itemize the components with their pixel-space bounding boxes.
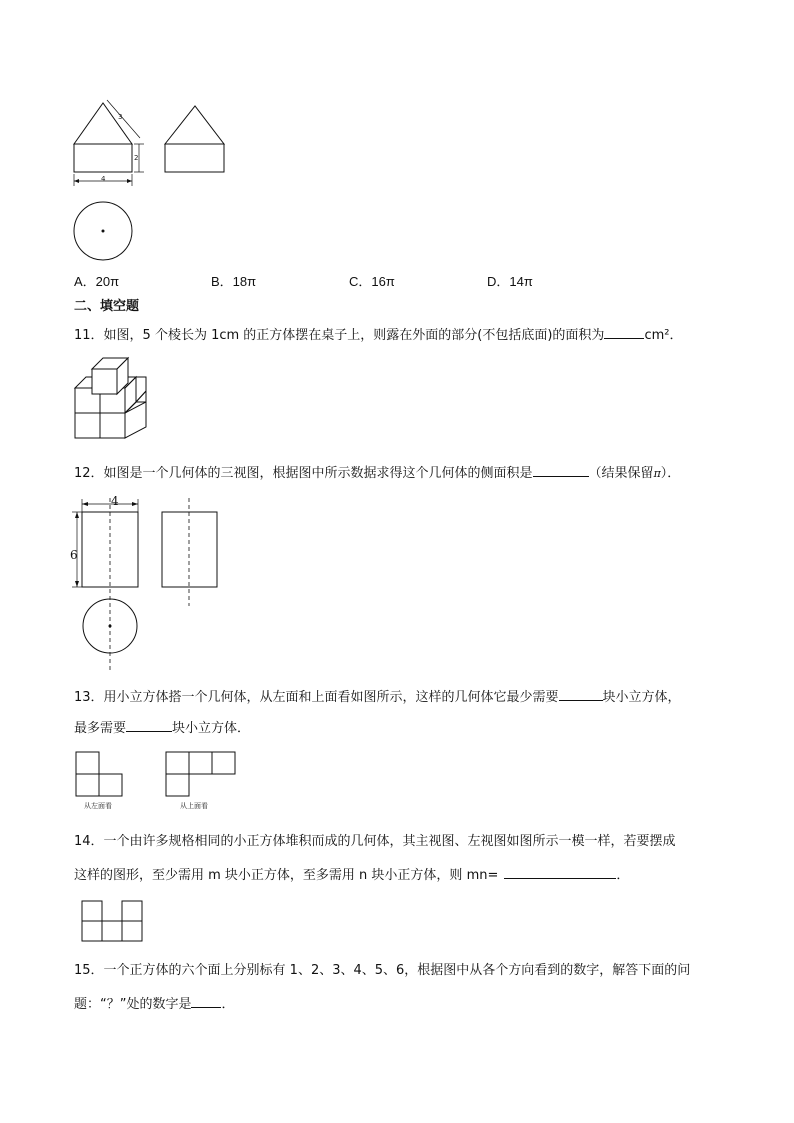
q12-stem: 12．如图是一个几何体的三视图，根据图中所示数据求得这个几何体的侧面积是 — [74, 466, 533, 481]
q12-height-label: 6 — [70, 548, 78, 562]
q14-answer-blank[interactable] — [504, 864, 616, 879]
q13-unit-2: 块小立方体． — [172, 721, 251, 736]
q10-height-label: 2 — [134, 154, 139, 162]
option-b[interactable] — [211, 272, 256, 292]
q12-note: （结果保留 — [588, 466, 654, 481]
q12-three-views — [64, 494, 224, 674]
option-value: 14π — [509, 274, 533, 289]
q15-answer-blank[interactable] — [191, 993, 221, 1008]
option-letter: A． — [74, 274, 96, 289]
q10-front-view — [70, 98, 150, 188]
q14-end: ． — [616, 868, 630, 883]
option-d[interactable] — [487, 272, 533, 292]
option-c[interactable] — [349, 272, 395, 292]
option-a[interactable] — [74, 272, 119, 292]
q14-line2 — [74, 864, 629, 886]
q13-min-blank[interactable] — [559, 686, 603, 701]
q13-caption-top: 从上面看 — [180, 802, 208, 810]
q10-slant-label: 3 — [118, 113, 123, 121]
q11-stem: 11．如图，5 个棱长为 1cm 的正方体摆在桌子上，则露在外面的部分(不包括底面)的面积为 — [74, 328, 605, 343]
q14-stem: 这样的图形，至少需用 m 块小正方体，至多需用 n 块小正方体，则 mn= — [74, 868, 499, 883]
pi-symbol: π — [653, 467, 661, 480]
q13-max-label: 最多需要 — [74, 721, 127, 736]
q12-note-end: ）． — [660, 466, 681, 481]
q13-stem: 13．用小立方体搭一个几何体，从左面和上面看如图所示，这样的几何体它最少需要 — [74, 690, 559, 705]
q10-top-view — [70, 200, 140, 270]
option-letter: D． — [487, 274, 510, 289]
option-value: 20π — [95, 274, 120, 289]
q15-stem: 题：“？”处的数字是 — [74, 997, 192, 1012]
q11-cube-figure — [72, 354, 152, 444]
q15-end: ． — [221, 997, 235, 1012]
q12-text — [74, 462, 680, 484]
q10-side-view — [160, 98, 230, 178]
q13-left-view — [75, 750, 135, 800]
option-value: 16π — [371, 274, 395, 289]
option-letter: C． — [349, 274, 372, 289]
q13-line2 — [74, 717, 250, 739]
q11-text — [74, 324, 682, 346]
q13-caption-left: 从左面看 — [84, 802, 112, 810]
q13-max-blank[interactable] — [126, 717, 172, 732]
section-title: 二、填空题 — [74, 299, 140, 314]
q11-answer-blank[interactable] — [604, 324, 644, 339]
q14-view — [80, 898, 150, 948]
q15-line1: 15．一个正方体的六个面上分别标有 1、2、3、4、5、6，根据图中从各个方向看到的数字，解答下面的问 — [74, 963, 691, 978]
q12-width-label: 4 — [111, 494, 119, 508]
q13-top-view — [165, 750, 245, 800]
q13-line1 — [74, 686, 681, 708]
option-letter: B． — [211, 274, 233, 289]
q15-line2 — [74, 993, 235, 1015]
option-value: 18π — [232, 274, 257, 289]
q10-width-label: 4 — [101, 175, 106, 183]
q11-unit: cm²． — [644, 328, 683, 343]
q12-answer-blank[interactable] — [533, 462, 589, 477]
q14-line1: 14．一个由许多规格相同的小正方体堆积而成的几何体，其主视图、左视图如图所示一模一样，若要摆成 — [74, 834, 676, 849]
q13-unit-1: 块小立方体， — [602, 690, 681, 705]
